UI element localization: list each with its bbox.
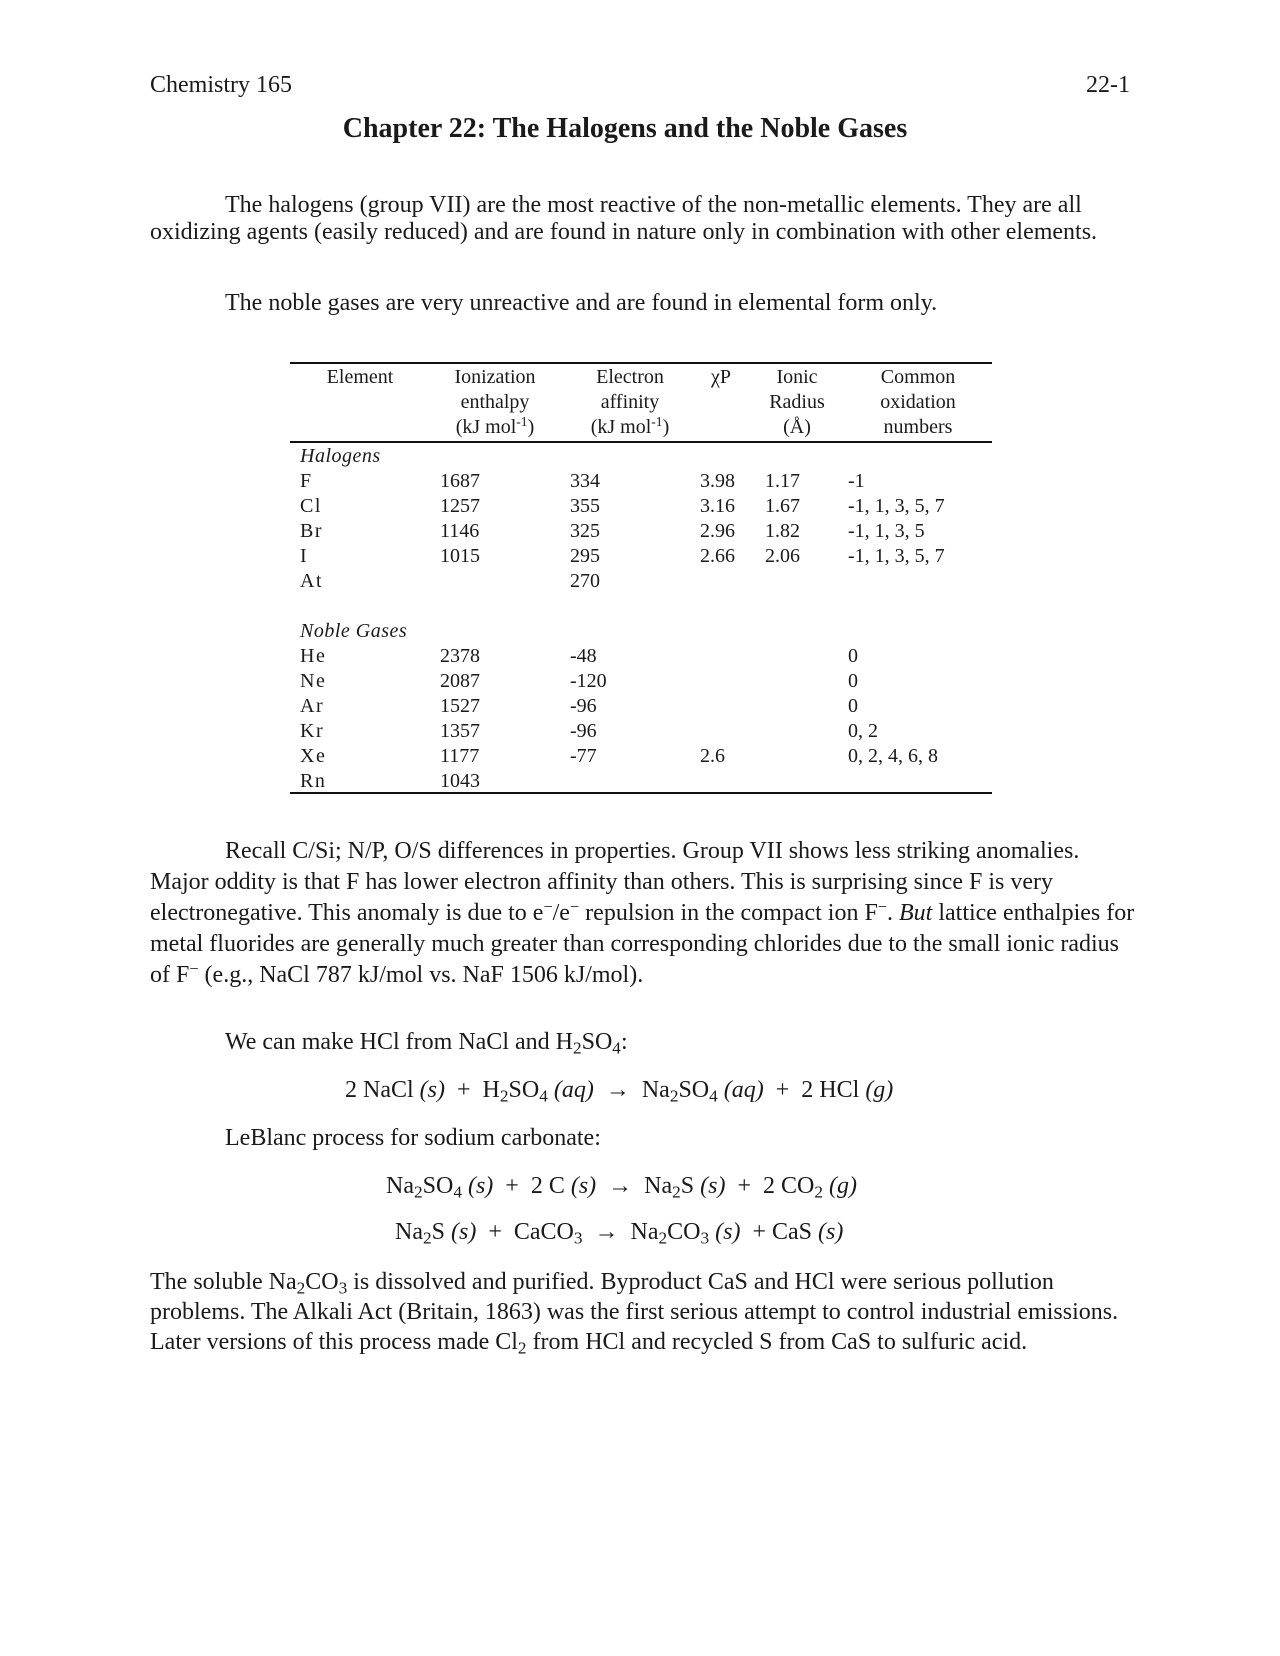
cell-el: Kr	[300, 720, 325, 742]
cell-ie: 1043	[440, 770, 480, 792]
cell-ie: 1177	[440, 745, 480, 767]
table-header-rule	[290, 441, 992, 443]
cell-rad: 1.17	[765, 470, 800, 492]
cell-ie: 1257	[440, 495, 480, 517]
cell-ie: 1527	[440, 695, 480, 717]
cell-el: At	[300, 570, 323, 592]
cell-chi: 2.6	[700, 745, 725, 767]
cell-ea: 355	[570, 495, 600, 517]
cell-ox: 0	[848, 645, 858, 667]
cell-ox: -1, 1, 3, 5, 7	[848, 495, 945, 517]
col-header-electronegativity: χP	[711, 366, 731, 388]
cell-el: Rn	[300, 770, 327, 792]
equation-hcl: 2 NaCl $(s) + H_2SO_4$ $(aq) \to Na_2SO_4$ (aq) + 2 HCl (g)	[345, 1077, 894, 1106]
cell-ea: -96	[570, 695, 597, 717]
cell-ie: 2087	[440, 670, 480, 692]
col-header-oxidation-numbers: Common oxidation numbers	[880, 366, 956, 438]
cell-el: Ne	[300, 670, 327, 692]
chapter-title: Chapter 22: The Halogens and the Noble Gases	[342, 113, 908, 144]
group-label-halogens: Halogens	[300, 445, 381, 467]
col-header-ionization: Ionization enthalpy (kJ mol$^{-1}$)	[454, 366, 536, 438]
cell-el: Xe	[300, 745, 327, 767]
cell-ie: 2378	[440, 645, 480, 667]
cell-el: Ar	[300, 695, 325, 717]
closing-paragraph: The soluble $Na_2CO_3$ is dissolved and purified. Byproduct CaS and HCl were serious pollution problems. The Alkali Act (Britain, 1863) was the first serious attempt to control industrial emissions. Later versions of this process made $Cl_2$ from HCl and recycled S from CaS to sulfuric acid.	[150, 1269, 1119, 1358]
cell-ox: -1	[848, 470, 865, 492]
col-header-ionic-radius: Ionic Radius (Å)	[769, 366, 825, 438]
intro-paragraph-halogens: The halogens (group VII) are the most reactive of the non-metallic elements. They are all oxidizing agents (easily reduced) and are found in nature only in combination with other elements.	[150, 192, 1098, 245]
cell-ox: 0	[848, 670, 858, 692]
cell-el: F	[300, 470, 313, 492]
cell-el: Br	[300, 520, 323, 542]
equation-leblanc-2: $Na_2S$ (s) + CaCO$_3$ → $Na_2CO_3$ (s) + CaS (s)	[395, 1219, 844, 1248]
cell-ea: -120	[570, 670, 607, 692]
course-name: Chemistry 165	[150, 72, 292, 98]
recall-paragraph: Recall C/Si; N/P, O/S differences in properties. Group VII shows less striking anomalies. Major oddity is that F has lower electron affinity than others. This is surprising since F is very electronegative. This anomaly is due to e−/e− repulsion in the compact ion F−. But lattice enthalpies for metal fluorides are generally much greater than corresponding chlorides due to the small ionic radius of F− (e.g., NaCl 787 kJ/mol vs. NaF 1506 kJ/mol).	[150, 838, 1135, 988]
cell-chi: 3.98	[700, 470, 735, 492]
intro-paragraph-noble: The noble gases are very unreactive and are found in elemental form only.	[225, 290, 938, 316]
cell-ea: 270	[570, 570, 600, 592]
cell-ea: 295	[570, 545, 600, 567]
cell-ie: 1687	[440, 470, 480, 492]
cell-chi: 2.66	[700, 545, 735, 567]
equation-leblanc-1: $Na_2SO_4$ (s) + 2 C $(s) \to Na_2S$ (s) + 2 $CO_2$ (g)	[386, 1173, 857, 1202]
cell-ea: -77	[570, 745, 597, 767]
cell-ea: -48	[570, 645, 597, 667]
cell-chi: 3.16	[700, 495, 735, 517]
cell-ox: -1, 1, 3, 5, 7	[848, 545, 945, 567]
cell-el: I	[300, 545, 309, 567]
cell-ea: -96	[570, 720, 597, 742]
cell-ea: 334	[570, 470, 600, 492]
hcl-intro: We can make HCl from NaCl and $H_2SO_4$:	[225, 1029, 628, 1058]
col-header-element: Element	[326, 366, 394, 388]
table-bottom-rule	[290, 792, 992, 794]
cell-ea: 325	[570, 520, 600, 542]
col-header-electron-affinity: Electron affinity (kJ mol$^{-1}$)	[590, 366, 670, 438]
table-top-rule	[290, 362, 992, 364]
cell-ox: 0, 2, 4, 6, 8	[848, 745, 938, 767]
cell-chi: 2.96	[700, 520, 735, 542]
cell-el: Cl	[300, 495, 322, 517]
cell-ie: 1015	[440, 545, 480, 567]
group-label-noble-gases: Noble Gases	[300, 620, 408, 642]
cell-rad: 2.06	[765, 545, 800, 567]
cell-ie: 1357	[440, 720, 480, 742]
cell-ox: 0, 2	[848, 720, 878, 742]
cell-rad: 1.67	[765, 495, 800, 517]
cell-rad: 1.82	[765, 520, 800, 542]
page-number: 22-1	[1086, 72, 1130, 98]
cell-ox: 0	[848, 695, 858, 717]
cell-el: He	[300, 645, 327, 667]
cell-ie: 1146	[440, 520, 480, 542]
cell-ox: -1, 1, 3, 5	[848, 520, 925, 542]
leblanc-intro: LeBlanc process for sodium carbonate:	[225, 1125, 601, 1151]
